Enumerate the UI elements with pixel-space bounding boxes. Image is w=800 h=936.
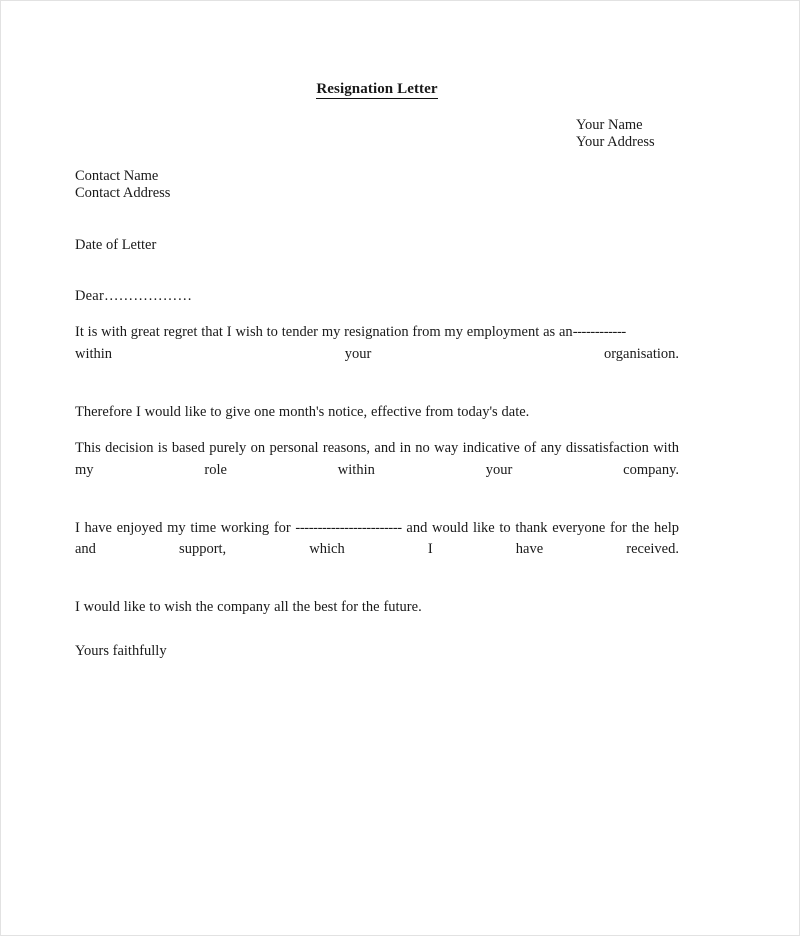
paragraph-1-blank-field: ------------ [572,324,626,340]
salutation-line: Dear……………… [75,288,193,304]
closing-salutation: Yours faithfully [75,642,167,659]
paragraph-1-lead-text: It is with great regret that I wish to tender my resignation from my employment as an [75,324,573,340]
recipient-address-block [75,168,170,202]
page-title [75,81,679,98]
letter-body [75,322,679,662]
sender-address: Your Address [576,134,655,150]
closing-spacer [75,634,679,641]
recipient-name: Contact Name [75,168,159,184]
paragraph-4-blank-field: ------------------------ [295,519,402,536]
paragraph-1-trail-text: within your organisation. [75,345,679,362]
body-paragraph-5: I would like to wish the company all the best for the future. [75,599,422,615]
paragraph-4-lead-text: I have enjoyed my time working for [75,519,296,536]
paragraph-4-trail-text: and would like to thank everyone for the help and support, which I have received. [75,519,679,557]
page-title-text: Resignation Letter [316,81,438,97]
sender-address-block [576,117,655,151]
body-paragraph-1 [75,322,679,387]
date-line: Date of Letter [75,237,157,253]
body-paragraph-4 [75,518,679,583]
sender-name: Your Name [576,117,643,133]
body-paragraph-2: Therefore I would like to give one month's notice, effective from today's date. [75,403,530,420]
body-paragraph-3: This decision is based purely on personal reasons, and in no way indicative of any dissatisfaction with my role within your company. [75,440,679,478]
recipient-address: Contact Address [75,185,171,201]
